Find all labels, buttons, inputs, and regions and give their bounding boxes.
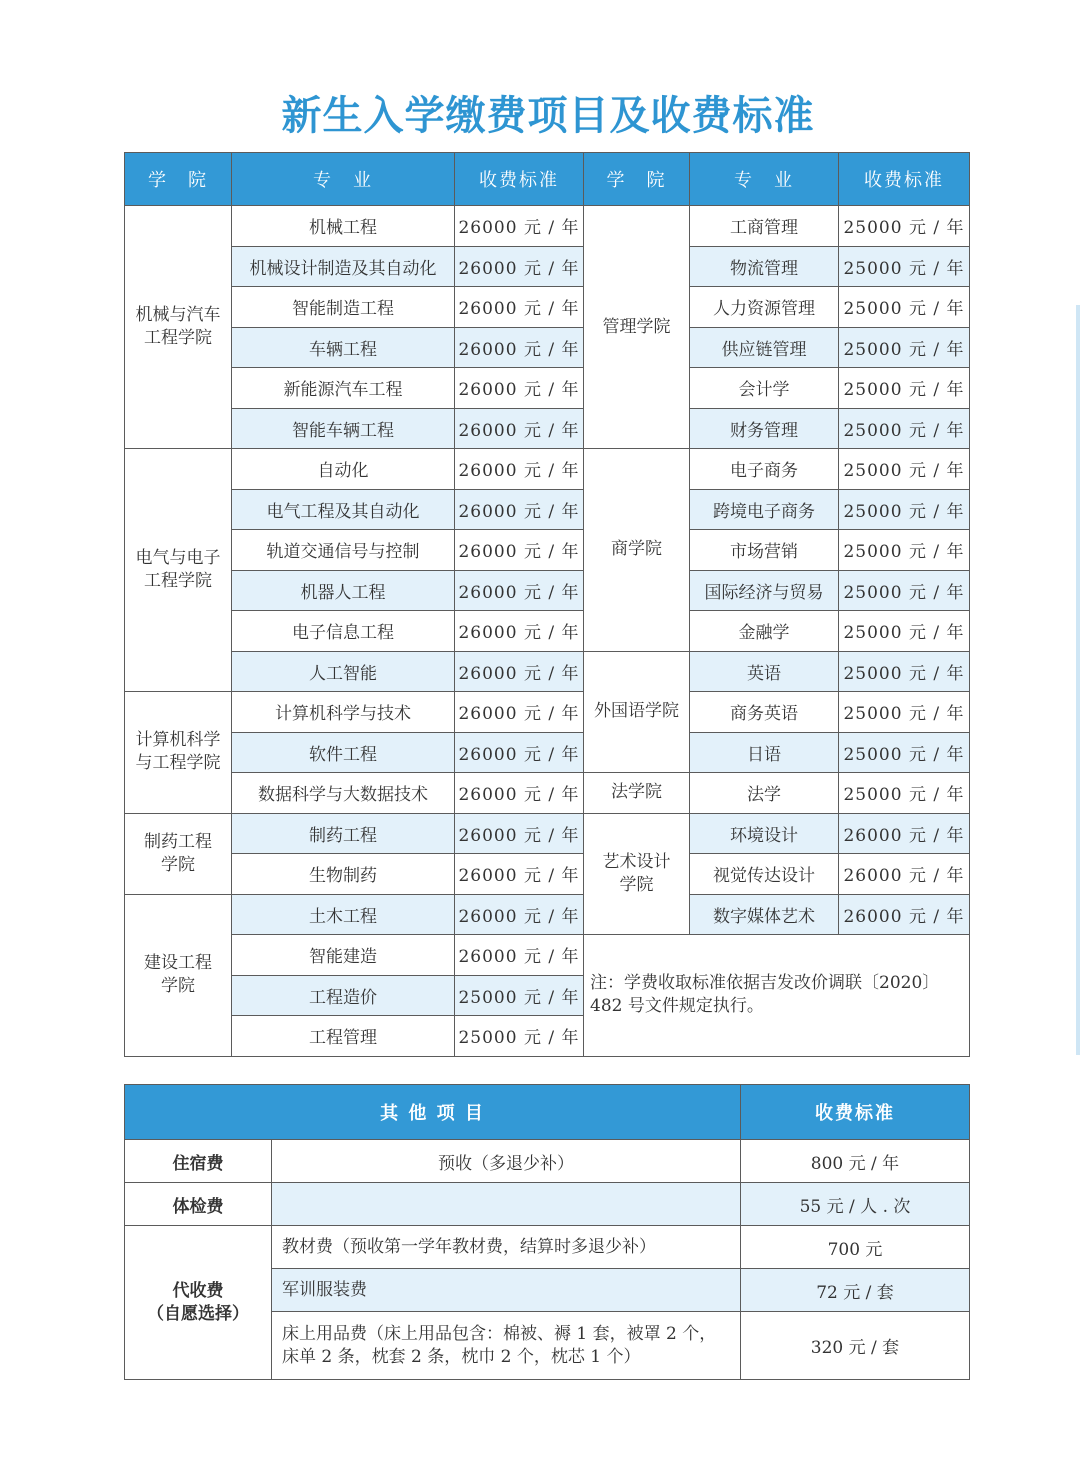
college-cell: 计算机科学 与工程学院	[125, 692, 232, 814]
major-cell: 英语	[690, 651, 839, 692]
fee-cell: 25000 元 / 年	[839, 692, 970, 733]
header-other-items: 其 他 项 目	[125, 1085, 741, 1140]
table-row	[125, 530, 970, 571]
table-row	[125, 570, 970, 611]
fee-cell: 25000 元 / 年	[839, 732, 970, 773]
category-cell: 住宿费	[125, 1140, 272, 1183]
major-cell: 机器人工程	[232, 570, 455, 611]
table-row	[125, 408, 970, 449]
major-cell: 智能车辆工程	[232, 408, 455, 449]
fee-cell: 26000 元 / 年	[455, 489, 584, 530]
fee-cell: 25000 元 / 年	[839, 327, 970, 368]
table-row	[125, 449, 970, 490]
fee-cell: 26000 元 / 年	[455, 206, 584, 247]
major-cell: 商务英语	[690, 692, 839, 733]
fee-cell: 26000 元 / 年	[839, 854, 970, 895]
fee-cell: 26000 元 / 年	[455, 287, 584, 328]
fee-cell: 25000 元 / 年	[839, 408, 970, 449]
major-cell: 数据科学与大数据技术	[232, 773, 455, 814]
major-cell: 机械设计制造及其自动化	[232, 246, 455, 287]
table-row	[125, 611, 970, 652]
major-cell: 法学	[690, 773, 839, 814]
table-row	[125, 1226, 970, 1269]
fee-cell: 25000 元 / 年	[839, 368, 970, 409]
major-cell: 市场营销	[690, 530, 839, 571]
table-row	[125, 246, 970, 287]
fee-cell: 26000 元 / 年	[455, 530, 584, 571]
description-cell: 教材费（预收第一学年教材费，结算时多退少补）	[272, 1226, 741, 1269]
other-fees-table	[124, 1084, 970, 1380]
college-cell: 艺术设计 学院	[584, 813, 690, 935]
table-row	[125, 651, 970, 692]
table-row	[125, 1140, 970, 1183]
table-row	[125, 854, 970, 895]
fee-cell: 26000 元 / 年	[455, 732, 584, 773]
major-cell: 跨境电子商务	[690, 489, 839, 530]
table-row	[125, 813, 970, 854]
fee-cell: 25000 元 / 年	[839, 449, 970, 490]
major-cell: 供应链管理	[690, 327, 839, 368]
table-row	[125, 773, 970, 814]
major-cell: 制药工程	[232, 813, 455, 854]
fee-cell: 320 元 / 套	[741, 1312, 970, 1380]
table-row	[125, 1183, 970, 1226]
fee-cell: 25000 元 / 年	[839, 651, 970, 692]
fee-cell: 26000 元 / 年	[455, 813, 584, 854]
fee-cell: 26000 元 / 年	[455, 773, 584, 814]
header-college: 学 院	[125, 153, 232, 206]
fee-cell: 25000 元 / 年	[839, 489, 970, 530]
major-cell: 数字媒体艺术	[690, 894, 839, 935]
college-cell: 建设工程 学院	[125, 894, 232, 1056]
header-fee: 收费标准	[839, 153, 970, 206]
footnote-note: 注：学费收取标准依据吉发改价调联〔2020〕482 号文件规定执行。	[584, 935, 970, 1057]
table-row	[125, 935, 970, 976]
fee-cell: 25000 元 / 年	[839, 611, 970, 652]
table-row	[125, 894, 970, 935]
college-cell: 外国语学院	[584, 651, 690, 773]
table-row	[125, 368, 970, 409]
fee-cell: 25000 元 / 年	[839, 246, 970, 287]
fee-cell: 26000 元 / 年	[839, 813, 970, 854]
header-major: 专 业	[690, 153, 839, 206]
fee-cell: 25000 元 / 年	[839, 206, 970, 247]
major-cell: 金融学	[690, 611, 839, 652]
major-cell: 车辆工程	[232, 327, 455, 368]
major-cell: 软件工程	[232, 732, 455, 773]
tuition-fee-table	[124, 152, 970, 1057]
major-cell: 智能制造工程	[232, 287, 455, 328]
fee-cell: 26000 元 / 年	[455, 651, 584, 692]
page-edge-stripe	[1076, 305, 1080, 1055]
major-cell: 人力资源管理	[690, 287, 839, 328]
major-cell: 新能源汽车工程	[232, 368, 455, 409]
table-row	[125, 732, 970, 773]
fee-cell: 26000 元 / 年	[455, 246, 584, 287]
page-title: 新生入学缴费项目及收费标准	[281, 93, 815, 139]
fee-cell: 26000 元 / 年	[839, 894, 970, 935]
table-row	[125, 692, 970, 733]
major-cell: 计算机科学与技术	[232, 692, 455, 733]
major-cell: 轨道交通信号与控制	[232, 530, 455, 571]
fee-cell: 72 元 / 套	[741, 1269, 970, 1312]
college-cell: 管理学院	[584, 206, 690, 449]
college-cell: 法学院	[584, 773, 690, 814]
fee-cell: 25000 元 / 年	[839, 530, 970, 571]
major-cell: 视觉传达设计	[690, 854, 839, 895]
table-row	[125, 489, 970, 530]
major-cell: 日语	[690, 732, 839, 773]
category-cell: 体检费	[125, 1183, 272, 1226]
fee-cell: 25000 元 / 年	[455, 1016, 584, 1057]
fee-cell: 55 元 / 人 . 次	[741, 1183, 970, 1226]
major-cell: 环境设计	[690, 813, 839, 854]
major-cell: 电子信息工程	[232, 611, 455, 652]
description-cell: 预收（多退少补）	[272, 1140, 741, 1183]
major-cell: 智能建造	[232, 935, 455, 976]
description-cell	[272, 1183, 741, 1226]
header-major: 专 业	[232, 153, 455, 206]
fee-cell: 26000 元 / 年	[455, 611, 584, 652]
college-cell: 商学院	[584, 449, 690, 652]
major-cell: 国际经济与贸易	[690, 570, 839, 611]
fee-cell: 700 元	[741, 1226, 970, 1269]
fee-cell: 25000 元 / 年	[839, 570, 970, 611]
major-cell: 工商管理	[690, 206, 839, 247]
college-cell: 制药工程 学院	[125, 813, 232, 894]
table-header-row	[125, 1085, 970, 1140]
major-cell: 工程管理	[232, 1016, 455, 1057]
fee-cell: 25000 元 / 年	[839, 287, 970, 328]
college-cell: 电气与电子 工程学院	[125, 449, 232, 692]
major-cell: 会计学	[690, 368, 839, 409]
major-cell: 机械工程	[232, 206, 455, 247]
table-row	[125, 327, 970, 368]
header-fee: 收费标准	[455, 153, 584, 206]
header-college: 学 院	[584, 153, 690, 206]
major-cell: 电子商务	[690, 449, 839, 490]
major-cell: 电气工程及其自动化	[232, 489, 455, 530]
fee-cell: 26000 元 / 年	[455, 894, 584, 935]
fee-cell: 26000 元 / 年	[455, 935, 584, 976]
major-cell: 生物制药	[232, 854, 455, 895]
table-row	[125, 287, 970, 328]
major-cell: 工程造价	[232, 975, 455, 1016]
major-cell: 物流管理	[690, 246, 839, 287]
fee-cell: 26000 元 / 年	[455, 449, 584, 490]
fee-cell: 26000 元 / 年	[455, 368, 584, 409]
major-cell: 人工智能	[232, 651, 455, 692]
college-cell: 机械与汽车 工程学院	[125, 206, 232, 449]
fee-cell: 26000 元 / 年	[455, 854, 584, 895]
fee-cell: 25000 元 / 年	[455, 975, 584, 1016]
fee-cell: 25000 元 / 年	[839, 773, 970, 814]
table-header-row	[125, 153, 970, 206]
category-cell: 代收费 （自愿选择）	[125, 1226, 272, 1380]
fee-cell: 26000 元 / 年	[455, 408, 584, 449]
description-cell: 床上用品费（床上用品包含：棉被、褥 1 套，被罩 2 个， 床单 2 条，枕套 2 条，枕巾 2 个，枕芯 1 个）	[272, 1312, 741, 1380]
fee-cell: 26000 元 / 年	[455, 692, 584, 733]
major-cell: 财务管理	[690, 408, 839, 449]
major-cell: 自动化	[232, 449, 455, 490]
fee-cell: 26000 元 / 年	[455, 570, 584, 611]
header-fee: 收费标准	[741, 1085, 970, 1140]
description-cell: 军训服装费	[272, 1269, 741, 1312]
fee-cell: 26000 元 / 年	[455, 327, 584, 368]
table-row	[125, 206, 970, 247]
major-cell: 土木工程	[232, 894, 455, 935]
fee-cell: 800 元 / 年	[741, 1140, 970, 1183]
